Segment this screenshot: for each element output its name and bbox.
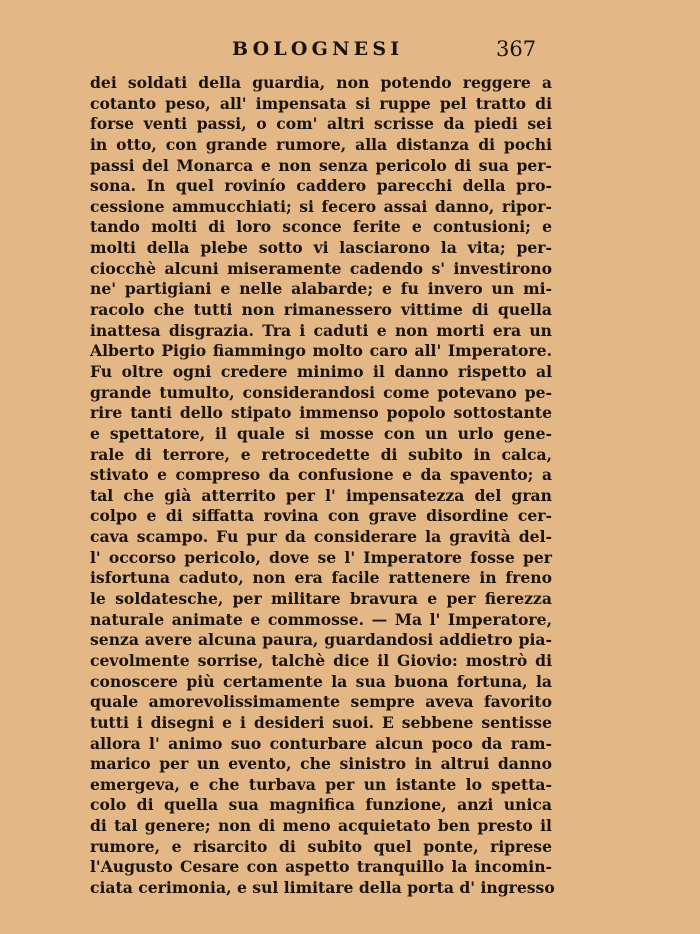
text-line: inattesa disgrazia. Tra i caduti e non morti era un bbox=[90, 320, 552, 340]
text-line: emergeva, e che turbava per un istante lo spetta- bbox=[90, 774, 552, 794]
text-line: cava scampo. Fu pur da considerare la gravità del- bbox=[90, 527, 552, 547]
text-line: e spettatore, il quale si mosse con un urlo gene- bbox=[90, 423, 552, 443]
text-line: isfortuna caduto, non era facile rattenere in freno bbox=[90, 568, 552, 588]
text-line: di tal genere; non di meno acquietato ben presto il bbox=[90, 816, 552, 836]
text-line: l'Augusto Cesare con aspetto tranquillo la incomin- bbox=[90, 857, 552, 877]
page-number: 367 bbox=[496, 37, 537, 61]
text-line: rale di terrore, e retrocedette di subito in calca, bbox=[90, 444, 552, 464]
text-line: racolo che tutti non rimanessero vittime di quella bbox=[90, 300, 552, 320]
text-line: tal che già atterrito per l' impensatezza del gran bbox=[90, 485, 552, 505]
text-line: rire tanti dello stipato immenso popolo sottostante bbox=[90, 403, 552, 423]
text-line: Alberto Pigio fiammingo molto caro all' Imperatore. bbox=[90, 341, 552, 361]
text-line: dei soldati della guardia, non potendo reggere a bbox=[90, 73, 552, 92]
text-line: colo di quella sua magnifica funzione, anzi unica bbox=[90, 795, 552, 815]
running-head-title: BOLOGNESI bbox=[232, 38, 404, 60]
text-line: tando molti di loro sconce ferite e contusioni; e bbox=[90, 217, 552, 237]
text-line: allora l' animo suo conturbare alcun poco da ram- bbox=[90, 733, 552, 753]
text-line: grande tumulto, considerandosi come potevano pe- bbox=[90, 382, 552, 402]
text-line: passi del Monarca e non senza pericolo di sua per- bbox=[90, 155, 552, 175]
text-line: naturale animate e commosse. — Ma l' Imperatore, bbox=[90, 609, 552, 629]
text-line: in otto, con grande rumore, alla distanza di pochi bbox=[90, 134, 552, 154]
text-line: ne' partigiani e nelle alabarde; e fu invero un mi- bbox=[90, 279, 552, 299]
text-line: tutti i disegni e i desideri suoi. E sebbene sentisse bbox=[90, 712, 552, 732]
text-line: cevolmente sorrise, talchè dice il Giovio: mostrò di bbox=[90, 650, 552, 670]
text-line: molti della plebe sotto vi lasciarono la vita; per- bbox=[90, 238, 552, 258]
text-line: quale amorevolissimamente sempre aveva favorito bbox=[90, 692, 552, 712]
text-line: colpo e di siffatta rovina con grave disordine cer- bbox=[90, 506, 552, 526]
running-head bbox=[0, 38, 700, 66]
text-line: le soldatesche, per militare bravura e per fierezza bbox=[90, 589, 552, 609]
text-line: ciata cerimonia, e sul limitare della porta d' ingresso bbox=[90, 877, 555, 897]
body-text bbox=[90, 73, 555, 899]
text-line: conoscere più certamente la sua buona fortuna, la bbox=[90, 671, 552, 691]
text-line: l' occorso pericolo, dove se l' Imperatore fosse per bbox=[90, 547, 552, 567]
text-line: Fu oltre ogni credere minimo il danno rispetto al bbox=[90, 361, 552, 381]
text-line: cotanto peso, all' impensata si ruppe pel tratto di bbox=[90, 93, 552, 113]
text-line: sona. In quel rovinío caddero parecchi della pro- bbox=[90, 176, 552, 196]
text-line: marico per un evento, che sinistro in altrui danno bbox=[90, 754, 552, 774]
text-line: cessione ammucchiati; si fecero assai danno, ripor- bbox=[90, 196, 552, 216]
text-line: ciocchè alcuni miseramente cadendo s' investirono bbox=[90, 258, 552, 278]
text-line: stivato e compreso da confusione e da spavento; a bbox=[90, 465, 552, 485]
text-line: senza avere alcuna paura, guardandosi addietro pia- bbox=[90, 630, 552, 650]
text-line: rumore, e risarcito di subito quel ponte, riprese bbox=[90, 836, 552, 856]
text-line: forse venti passi, o com' altri scrisse da piedi sei bbox=[90, 114, 552, 134]
